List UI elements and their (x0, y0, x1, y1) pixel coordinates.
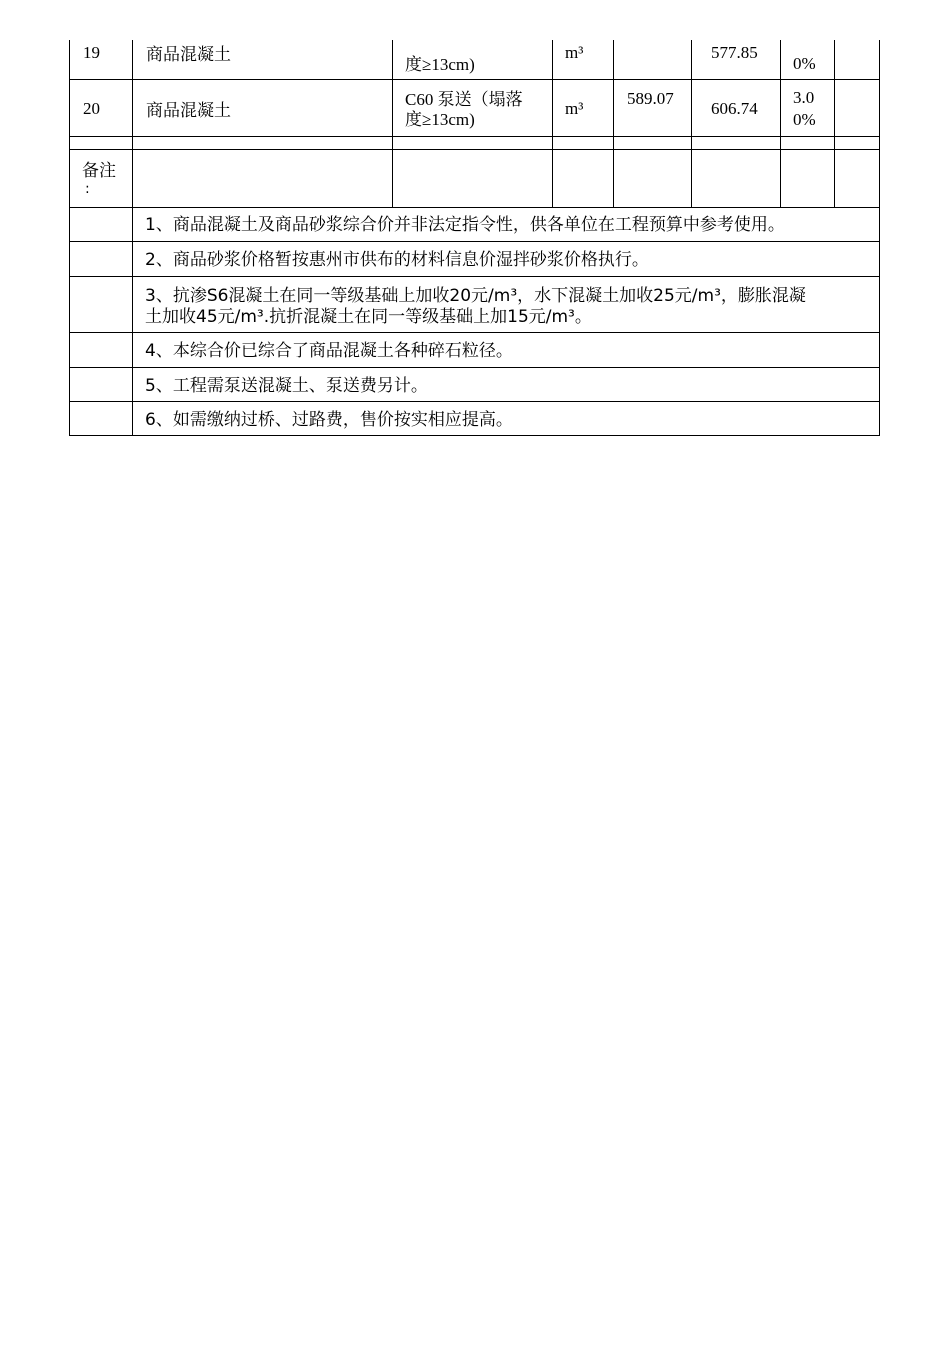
row-20-spec-line2: 度≥13cm) (405, 110, 475, 129)
row-divider (69, 401, 880, 402)
remark-note-3-line2: 土加收45元/m³.抗折混凝土在同一等级基础上加15元/m³。 (145, 307, 592, 327)
column-divider (69, 40, 70, 436)
row-20-price-a: 589.07 (627, 89, 674, 108)
row-divider (69, 149, 880, 150)
row-20-name: 商品混凝土 (146, 101, 231, 121)
row-divider (69, 241, 880, 242)
row-20-price-b: 606.74 (711, 99, 758, 118)
remarks-label: 备注 (82, 161, 116, 181)
column-divider (780, 40, 781, 207)
row-divider (69, 136, 880, 137)
column-divider (879, 40, 880, 436)
row-divider (69, 435, 880, 436)
row-19-name: 商品混凝土 (146, 45, 231, 65)
row-19-unit: m³ (565, 43, 584, 62)
row-divider (69, 332, 880, 333)
row-19-number: 19 (83, 43, 100, 62)
remark-note-6: 6、如需缴纳过桥、过路费，售价按实相应提高。 (145, 410, 513, 430)
row-divider (69, 276, 880, 277)
row-20-rate-line2: 0% (793, 110, 816, 129)
remark-note-5: 5、工程需泵送混凝土、泵送费另计。 (145, 376, 428, 396)
column-divider (613, 40, 614, 207)
row-19-price-b: 577.85 (711, 43, 758, 62)
row-20-spec-line1: C60 泵送（塌落 (405, 90, 523, 109)
row-divider (69, 367, 880, 368)
remark-note-1: 1、商品混凝土及商品砂浆综合价并非法定指令性，供各单位在工程预算中参考使用。 (145, 215, 785, 235)
column-divider (691, 40, 692, 207)
remark-note-2: 2、商品砂浆价格暂按惠州市供布的材料信息价湿拌砂浆价格执行。 (145, 250, 649, 270)
remark-note-4: 4、本综合价已综合了商品混凝土各种碎石粒径。 (145, 341, 513, 361)
column-divider (132, 40, 133, 436)
row-20-rate-line1: 3.0 (793, 88, 815, 107)
row-19-rate: 0% (793, 54, 816, 73)
row-20-unit: m³ (565, 99, 584, 118)
column-divider (834, 40, 835, 207)
row-divider (69, 207, 880, 208)
remark-note-3-line1: 3、抗渗S6混凝土在同一等级基础上加收20元/m³，水下混凝土加收25元/m³，膨胀混凝 (145, 286, 806, 306)
row-19-spec: 度≥13cm) (405, 55, 475, 74)
remarks-label-colon: : (85, 181, 90, 197)
column-divider (552, 40, 553, 207)
row-20-number: 20 (83, 99, 100, 118)
row-divider (69, 79, 880, 80)
column-divider (392, 40, 393, 207)
